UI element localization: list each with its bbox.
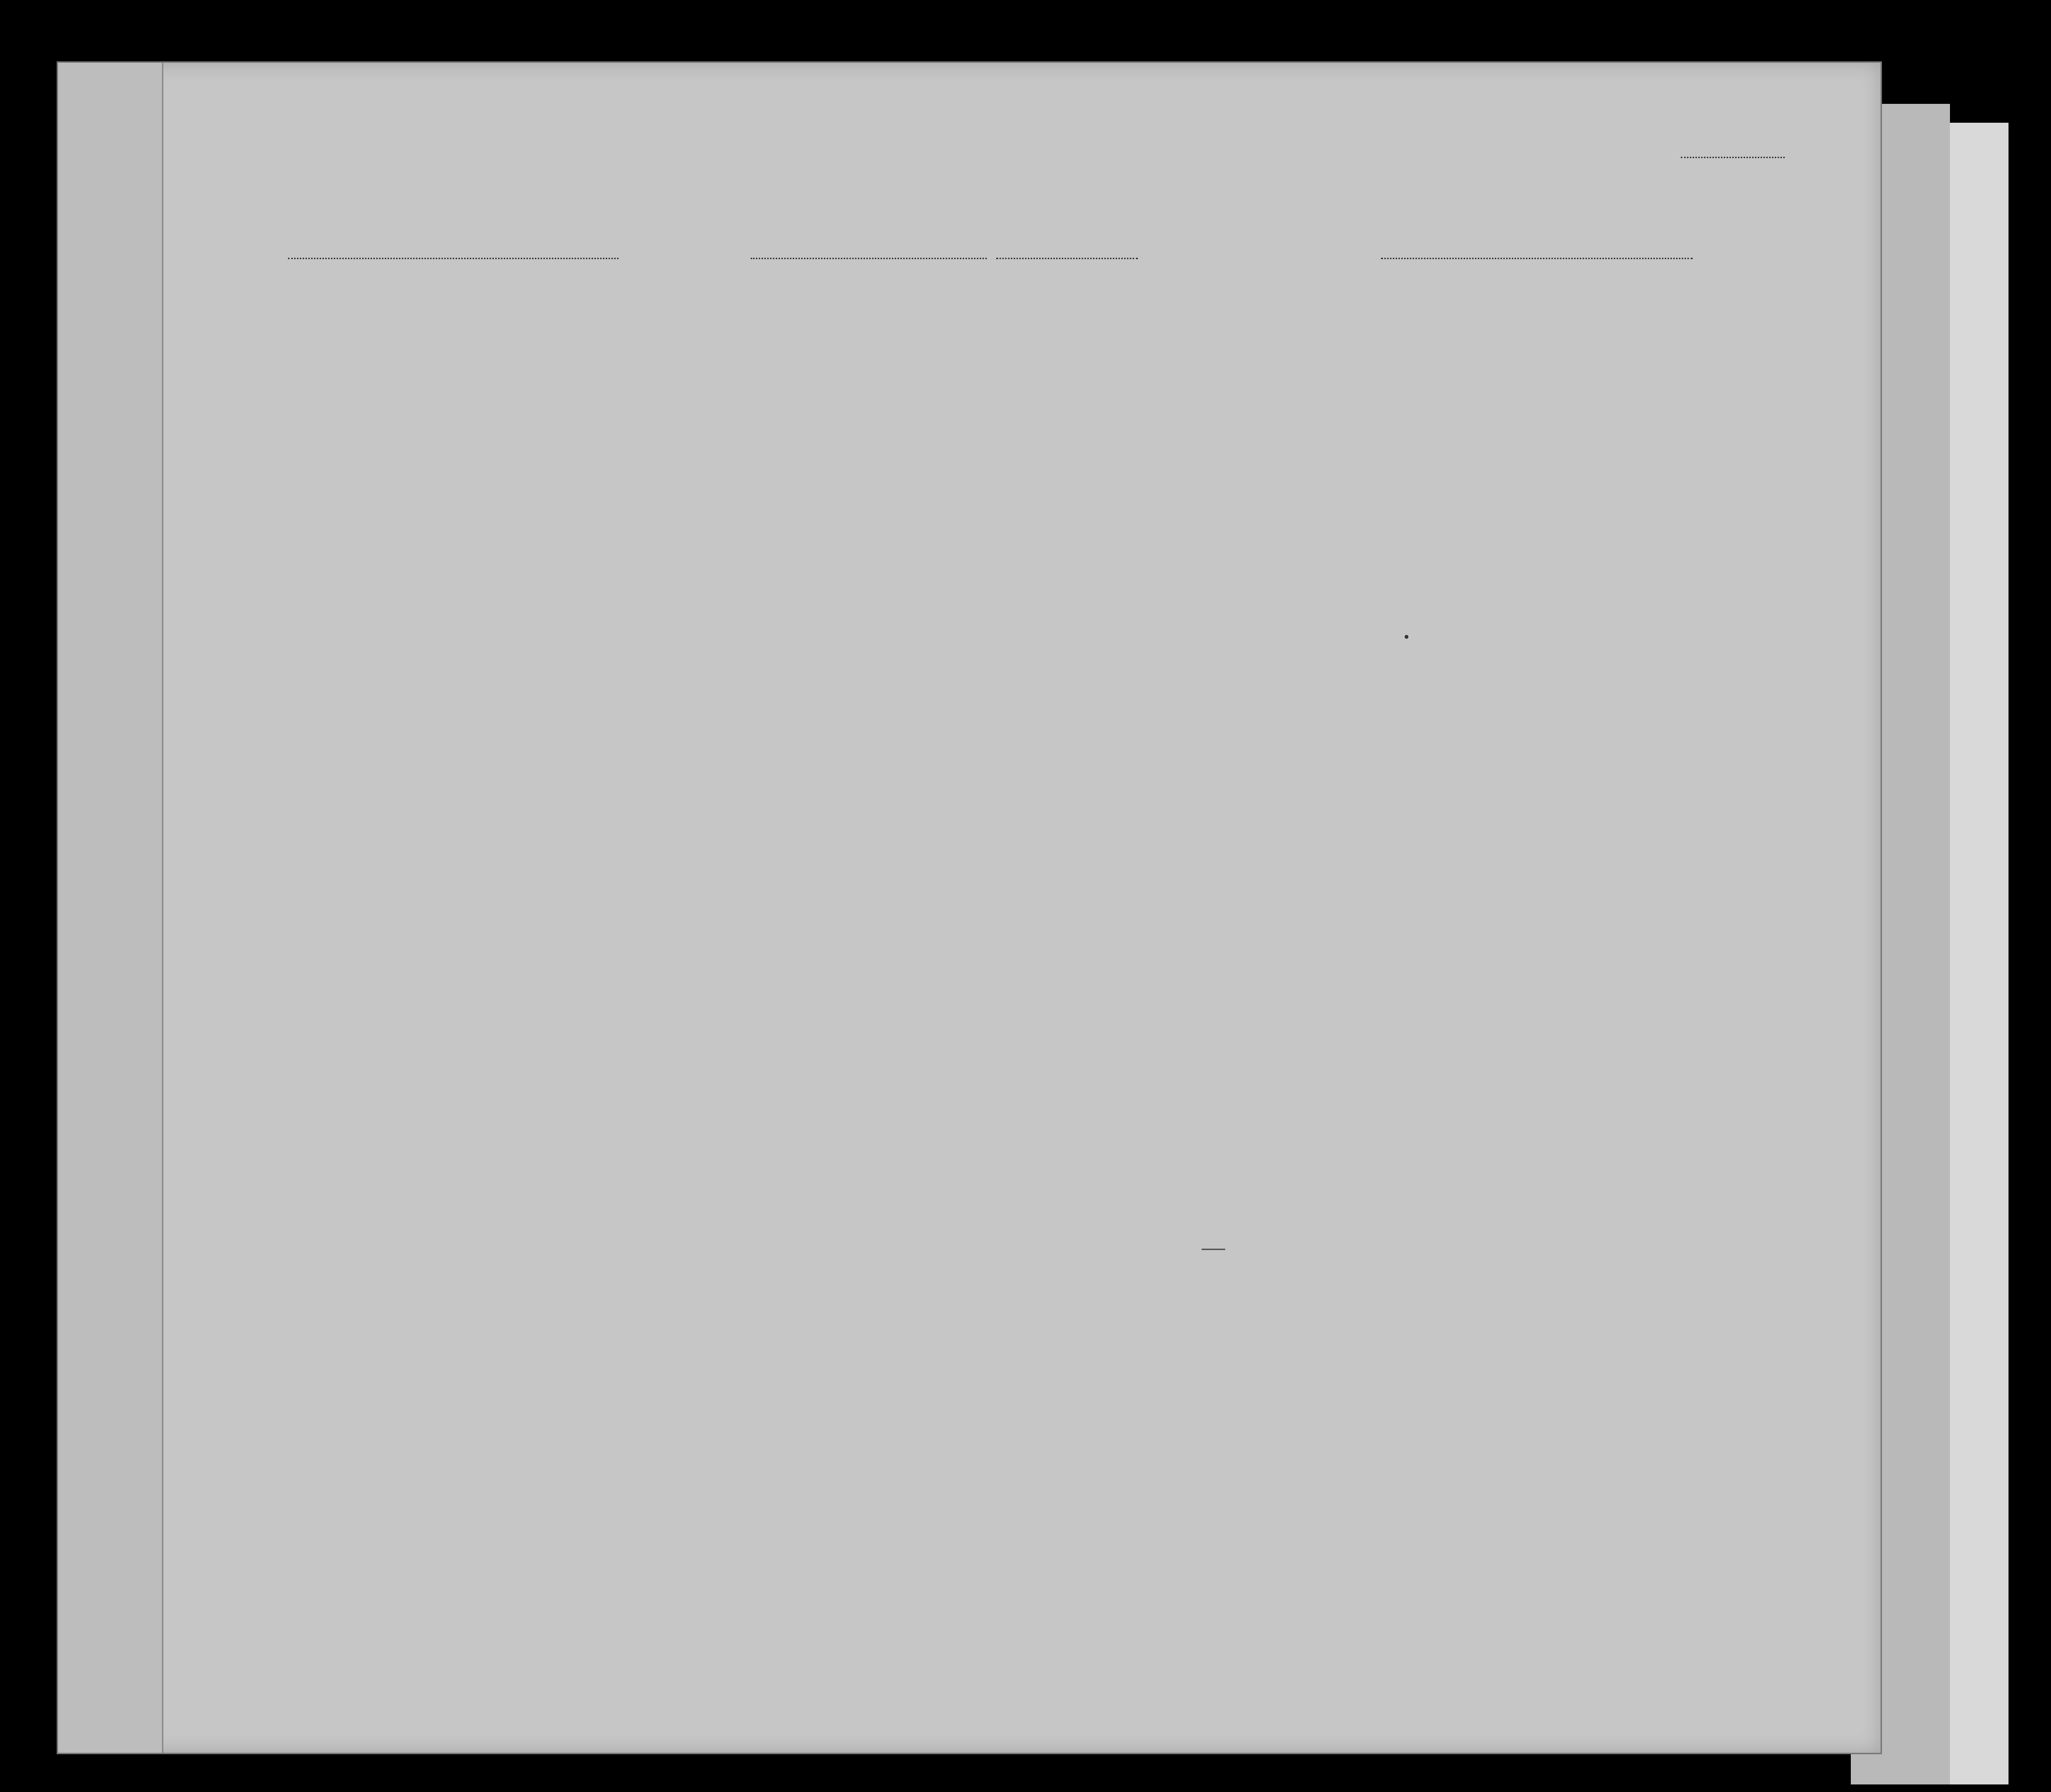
sailing-dotted-line [751,258,987,259]
manifest-page [57,61,1882,1754]
arrival-dotted-line [1381,258,1693,259]
stray-dot [1405,635,1408,639]
binding-strip [58,63,163,1753]
ship-dotted-line [288,258,619,259]
date-dotted-line [996,258,1138,259]
number-underline [1681,157,1785,158]
stray-dash [1202,1249,1225,1250]
